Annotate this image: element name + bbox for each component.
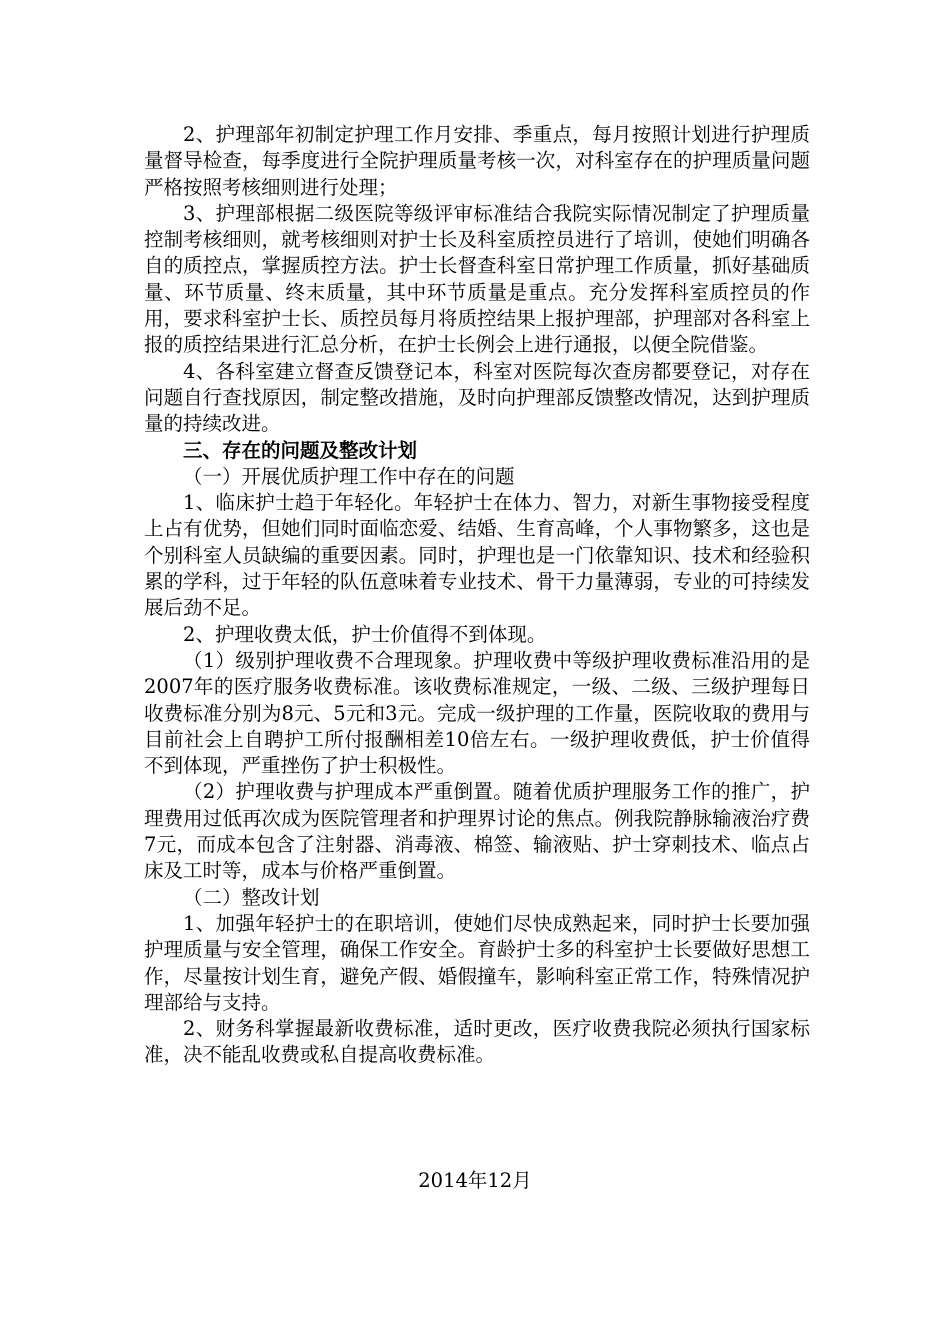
subsection-title-problems: （一）开展优质护理工作中存在的问题 xyxy=(183,464,515,488)
problem-item-2: 2、护理收费太低，护士价值得不到体现。 xyxy=(183,622,547,646)
section-heading: 三、存在的问题及整改计划 xyxy=(183,438,418,462)
plan-item-2: 2、财务科掌握最新收费标准，适时更改，医疗收费我院必须执行国家标准，决不能乱收费或私自提高收费标准。 xyxy=(144,1017,810,1067)
paragraph-item-4: 4、各科室建立督查反馈登记本，科室对医院每次查房都要登记，对存在问题自行查找原因，制定整改措施，及时向护理部反馈整改情况，达到护理质量的持续改进。 xyxy=(144,359,810,436)
paragraph-item-3: 3、护理部根据二级医院等级评审标准结合我院实际情况制定了护理质量控制考核细则，就考核细则对护士长及科室质控员进行了培训，使她们明确各自的质控点，掌握质控方法。护士长督查科室日常护理工作质量，抓好基础质量、环节质量、终末质量，其中环节质量是重点。充分发挥科室质控员的作用，要求科室护士长、质控员每月将质控结果上报护理部，护理部对各科室上报的质控结果进行汇总分析，在护士长例会上进行通报，以便全院借鉴。 xyxy=(144,201,810,357)
document-body xyxy=(144,122,810,1069)
problem-item-2-1: （1）级别护理收费不合理现象。护理收费中等级护理收费标准沿用的是2007年的医疗服务收费标准。该收费标准规定，一级、二级、三级护理每日收费标准分别为8元、5元和3元。完成一级护理的工作量，医院收取的费用与目前社会上自聘护工所付报酬相差10倍左右。一级护理收费低，护士价值得不到体现，严重挫伤了护士积极性。 xyxy=(144,648,810,778)
problem-item-1: 1、临床护士趋于年轻化。年轻护士在体力、智力，对新生事物接受程度上占有优势，但她们同时面临恋爱、结婚、生育高峰，个人事物繁多，这也是个别科室人员缺编的重要因素。同时，护理也是一门依靠知识、技术和经验积累的学科，过于年轻的队伍意味着专业技术、骨干力量薄弱，专业的可持续发展后劲不足。 xyxy=(144,491,810,620)
plan-item-1: 1、加强年轻护士的在职培训，使她们尽快成熟起来，同时护士长要加强护理质量与安全管理，确保工作安全。育龄护士多的科室护士长要做好思想工作，尽量按计划生育，避免产假、婚假撞车，影响科室正常工作，特殊情况护理部给与支持。 xyxy=(144,911,810,1014)
problem-item-2-2: （2）护理收费与护理成本严重倒置。随着优质护理服务工作的推广，护理费用过低再次成为医院管理者和护理界讨论的焦点。例我院静脉输液治疗费7元，而成本包含了注射器、消毒液、棉签、输液贴、护士穿刺技术、临点占床及工时等，成本与价格严重倒置。 xyxy=(144,780,810,883)
paragraph-item-2: 2、护理部年初制定护理工作月安排、季重点，每月按照计划进行护理质量督导检查，每季度进行全院护理质量考核一次，对科室存在的护理质量问题严格按照考核细则进行处理； xyxy=(144,123,810,199)
subsection-title-plan: （二）整改计划 xyxy=(183,885,320,909)
document-date: 2014年12月 xyxy=(418,1169,532,1192)
